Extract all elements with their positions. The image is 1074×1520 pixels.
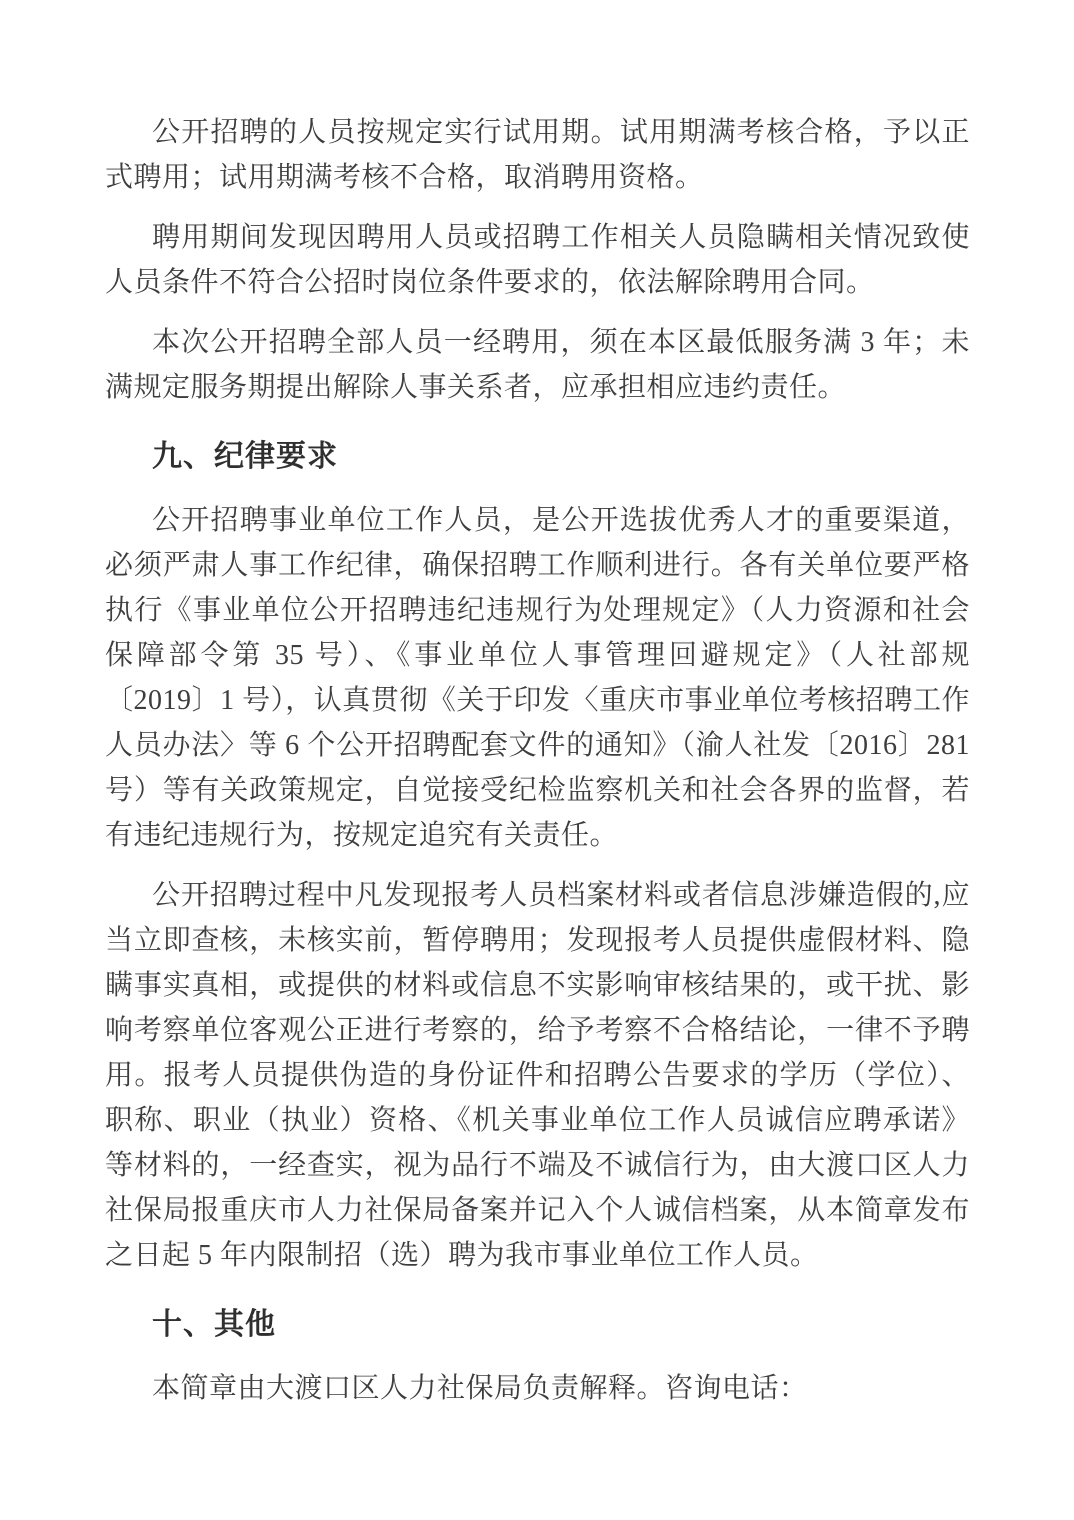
paragraph-interpretation-contact: 本简章由大渡口区人力社保局负责解释。咨询电话： bbox=[152, 1373, 808, 1404]
paragraph-minimum-service: 本次公开招聘全部人员一经聘用，须在本区最低服务满 3 年；未满规定服务期提出解除人事关系者，应承担相应违约责任。 bbox=[105, 327, 970, 403]
section-heading-discipline-requirements: 九、纪律要求 bbox=[152, 440, 338, 473]
paragraph-probation-period: 公开招聘的人员按规定实行试用期。试用期满考核合格，予以正式聘用；试用期满考核不合格，取消聘用资格。 bbox=[105, 117, 970, 193]
paragraph-discipline-rules: 公开招聘事业单位工作人员，是公开选拔优秀人才的重要渠道，必须严肃人事工作纪律，确保招聘工作顺利进行。各有关单位要严格执行《事业单位公开招聘违纪违规行为处理规定》（人力资源和社会保障部令第 35 号）、《事业单位人事管理回避规定》（人社部规〔2019〕1 号），认真贯彻《关于印发〈重庆市事业单位考核招聘工作人员办法〉等 6 个公开招聘配套文件的通知》（渝人社发〔2016〕281 号）等有关政策规定，自觉接受纪检监察机关和社会各界的监督，若有违纪违规行为，按规定追究有关责任。 bbox=[105, 505, 970, 851]
section-heading-other: 十、其他 bbox=[152, 1308, 276, 1341]
paragraph-fraud-handling: 公开招聘过程中凡发现报考人员档案材料或者信息涉嫌造假的,应当立即查核，未核实前，暂停聘用；发现报考人员提供虚假材料、隐瞒事实真相，或提供的材料或信息不实影响审核结果的，或干扰、影响考察单位客观公正进行考察的，给予考察不合格结论，一律不予聘用。报考人员提供伪造的身份证件和招聘公告要求的学历（学位）、职称、职业（执业）资格、《机关事业单位工作人员诚信应聘承诺》等材料的，一经查实，视为品行不端及不诚信行为，由大渡口区人力社保局报重庆市人力社保局备案并记入个人诚信档案，从本简章发布之日起 5 年内限制招（选）聘为我市事业单位工作人员。 bbox=[105, 880, 970, 1271]
paragraph-contract-termination: 聘用期间发现因聘用人员或招聘工作相关人员隐瞒相关情况致使人员条件不符合公招时岗位条件要求的，依法解除聘用合同。 bbox=[105, 222, 970, 298]
